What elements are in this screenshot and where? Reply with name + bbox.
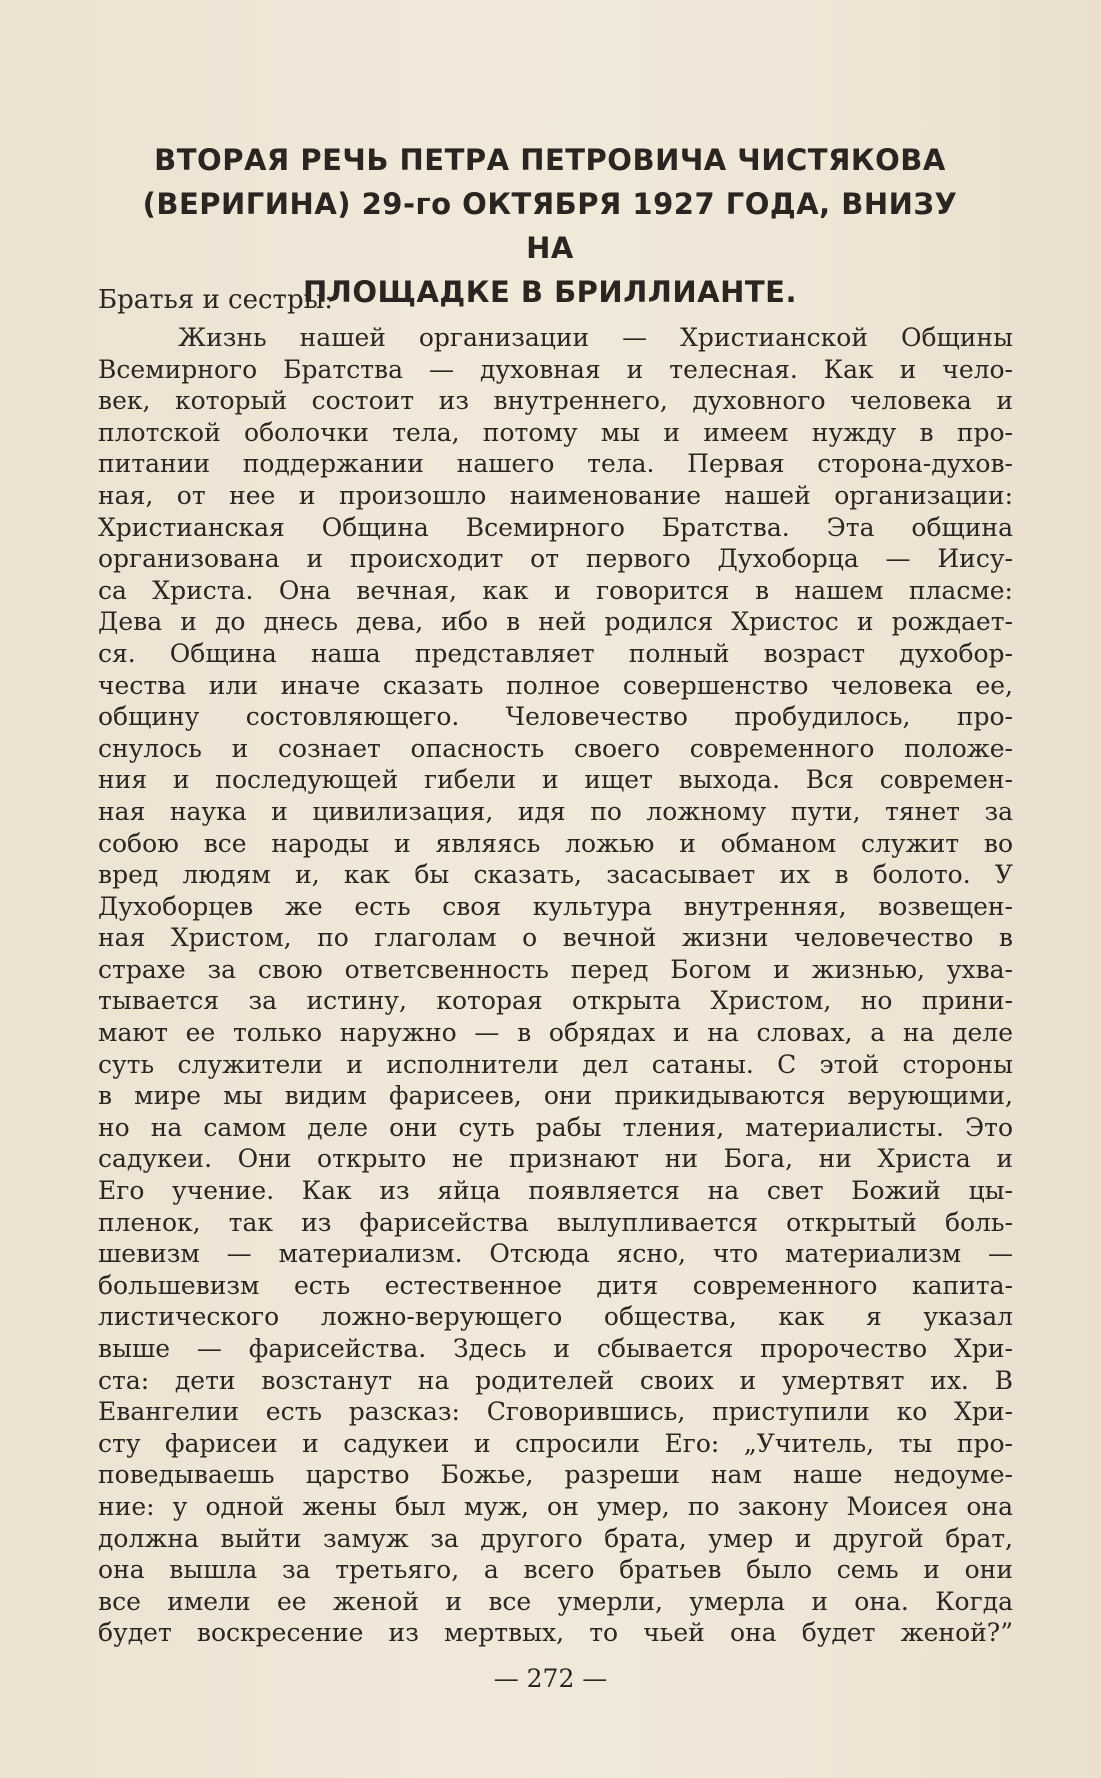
text-line: сту фарисеи и садукеи и спросили Его: „Учитель, ты про- bbox=[98, 1428, 1013, 1458]
text-line: чества или иначе сказать полное совершенство человека ее, bbox=[98, 670, 1013, 700]
text-line: суть служители и исполнители дел сатаны. С этой стороны bbox=[98, 1049, 1013, 1079]
text-line: Жизнь нашей организации — Христианской Общины bbox=[178, 323, 1013, 352]
title-line: ПЛОЩАДКЕ В БРИЛЛИАНТЕ. bbox=[303, 275, 797, 309]
text-line: выше — фарисейства. Здесь и сбывается пророчество Хри- bbox=[98, 1334, 1013, 1363]
text-line: Духоборцев же есть своя культура внутренняя, возвещен- bbox=[98, 891, 1013, 921]
text-line: собою все народы и являясь ложью и обманом служит во bbox=[98, 828, 1013, 858]
text-line: ние: у одной жены был муж, он умер, по закону Моисея она bbox=[98, 1491, 1013, 1521]
text-line: ная Христом, по глаголам о вечной жизни человечество в bbox=[98, 923, 1013, 953]
text-line: са Христа. Она вечная, как и говорится в нашем пласме: bbox=[98, 575, 1013, 605]
text-line: мают ее только наружно — в обрядах и на словах, а на деле bbox=[98, 1018, 1013, 1048]
text-line: Его учение. Как из яйца появляется на свет Божий цы- bbox=[98, 1176, 1013, 1206]
text-line: общину состовляющего. Человечество пробудилось, про- bbox=[98, 702, 1013, 732]
text-line: ся. Община наша представляет полный возраст духобор- bbox=[98, 638, 1013, 668]
text-line: Христианская Община Всемирного Братства. Эта община bbox=[98, 512, 1013, 542]
text-line: ная наука и цивилизация, идя по ложному пути, тянет за bbox=[98, 796, 1013, 826]
text-line: плотской оболочки тела, потому мы и имеем нужду в про- bbox=[98, 417, 1013, 447]
text-line: шевизм — материализм. Отсюда ясно, что материализм — bbox=[98, 1239, 1013, 1269]
text-line: вред людям и, как бы сказать, засасывает их в болото. У bbox=[98, 860, 1013, 890]
text-line: тывается за истину, которая открыта Христом, но прини- bbox=[98, 986, 1013, 1016]
text-line: снулось и сознает опасность своего современного положе- bbox=[98, 733, 1013, 763]
text-line: организована и происходит от первого Духоборца — Иису- bbox=[98, 544, 1013, 574]
text-line: но на самом деле они суть рабы тления, материалисты. Это bbox=[98, 1112, 1013, 1142]
text-line: Всемирного Братства — духовная и телесная. Как и чело- bbox=[98, 354, 1013, 384]
text-line: питании поддержании нашего тела. Первая сторона-духов- bbox=[98, 449, 1013, 479]
text-line: все имели ее женой и все умерли, умерла и она. Когда bbox=[98, 1586, 1013, 1616]
text-line: Дева и до днесь дева, ибо в ней родился Христос и рождает- bbox=[98, 607, 1013, 637]
text-line: ста: дети возстанут на родителей своих и умертвят их. В bbox=[98, 1365, 1013, 1395]
text-line: она вышла за третьяго, а всего братьев было семь и они bbox=[98, 1555, 1013, 1585]
text-line: в мире мы видим фарисеев, они прикидываются верующими, bbox=[98, 1081, 1013, 1111]
text-line: садукеи. Они открыто не признают ни Бога, ни Христа и bbox=[98, 1144, 1013, 1174]
text-line: поведываешь царство Божье, разреши нам наше недоуме- bbox=[98, 1460, 1013, 1490]
text-line: ная, от нее и произошло наименование нашей организации: bbox=[98, 480, 1013, 510]
text-line: Евангелии есть разсказ: Сговорившись, приступили ко Хри- bbox=[98, 1397, 1013, 1427]
title-line: (ВЕРИГИНА) 29-го ОКТЯБРЯ 1927 ГОДА, ВНИЗУ НА bbox=[142, 187, 958, 265]
text-line: большевизм есть естественное дитя современного капита- bbox=[98, 1270, 1013, 1300]
text-line: должна выйти замуж за другого брата, умер и другой брат, bbox=[98, 1523, 1013, 1553]
greeting: Братья и сестры: bbox=[98, 285, 334, 315]
body-paragraph bbox=[98, 322, 1013, 1649]
page-number: — 272 — bbox=[493, 1664, 608, 1693]
title-line: ВТОРАЯ РЕЧЬ ПЕТРА ПЕТРОВИЧА ЧИСТЯКОВА bbox=[154, 143, 946, 177]
text-line: век, который состоит из внутреннего, духовного человека и bbox=[98, 386, 1013, 416]
text-line: пленок, так из фарисейства вылупливается открытый боль- bbox=[98, 1207, 1013, 1237]
text-line: будет воскресение из мертвых, то чьей она будет женой?” bbox=[98, 1618, 1013, 1648]
text-line: листического ложно-верующего общества, как я указал bbox=[98, 1302, 1013, 1332]
text-line: ния и последующей гибели и ищет выхода. Вся современ- bbox=[98, 765, 1013, 795]
text-line: страхе за свою ответсвенность перед Богом и жизнью, ухва- bbox=[98, 954, 1013, 984]
